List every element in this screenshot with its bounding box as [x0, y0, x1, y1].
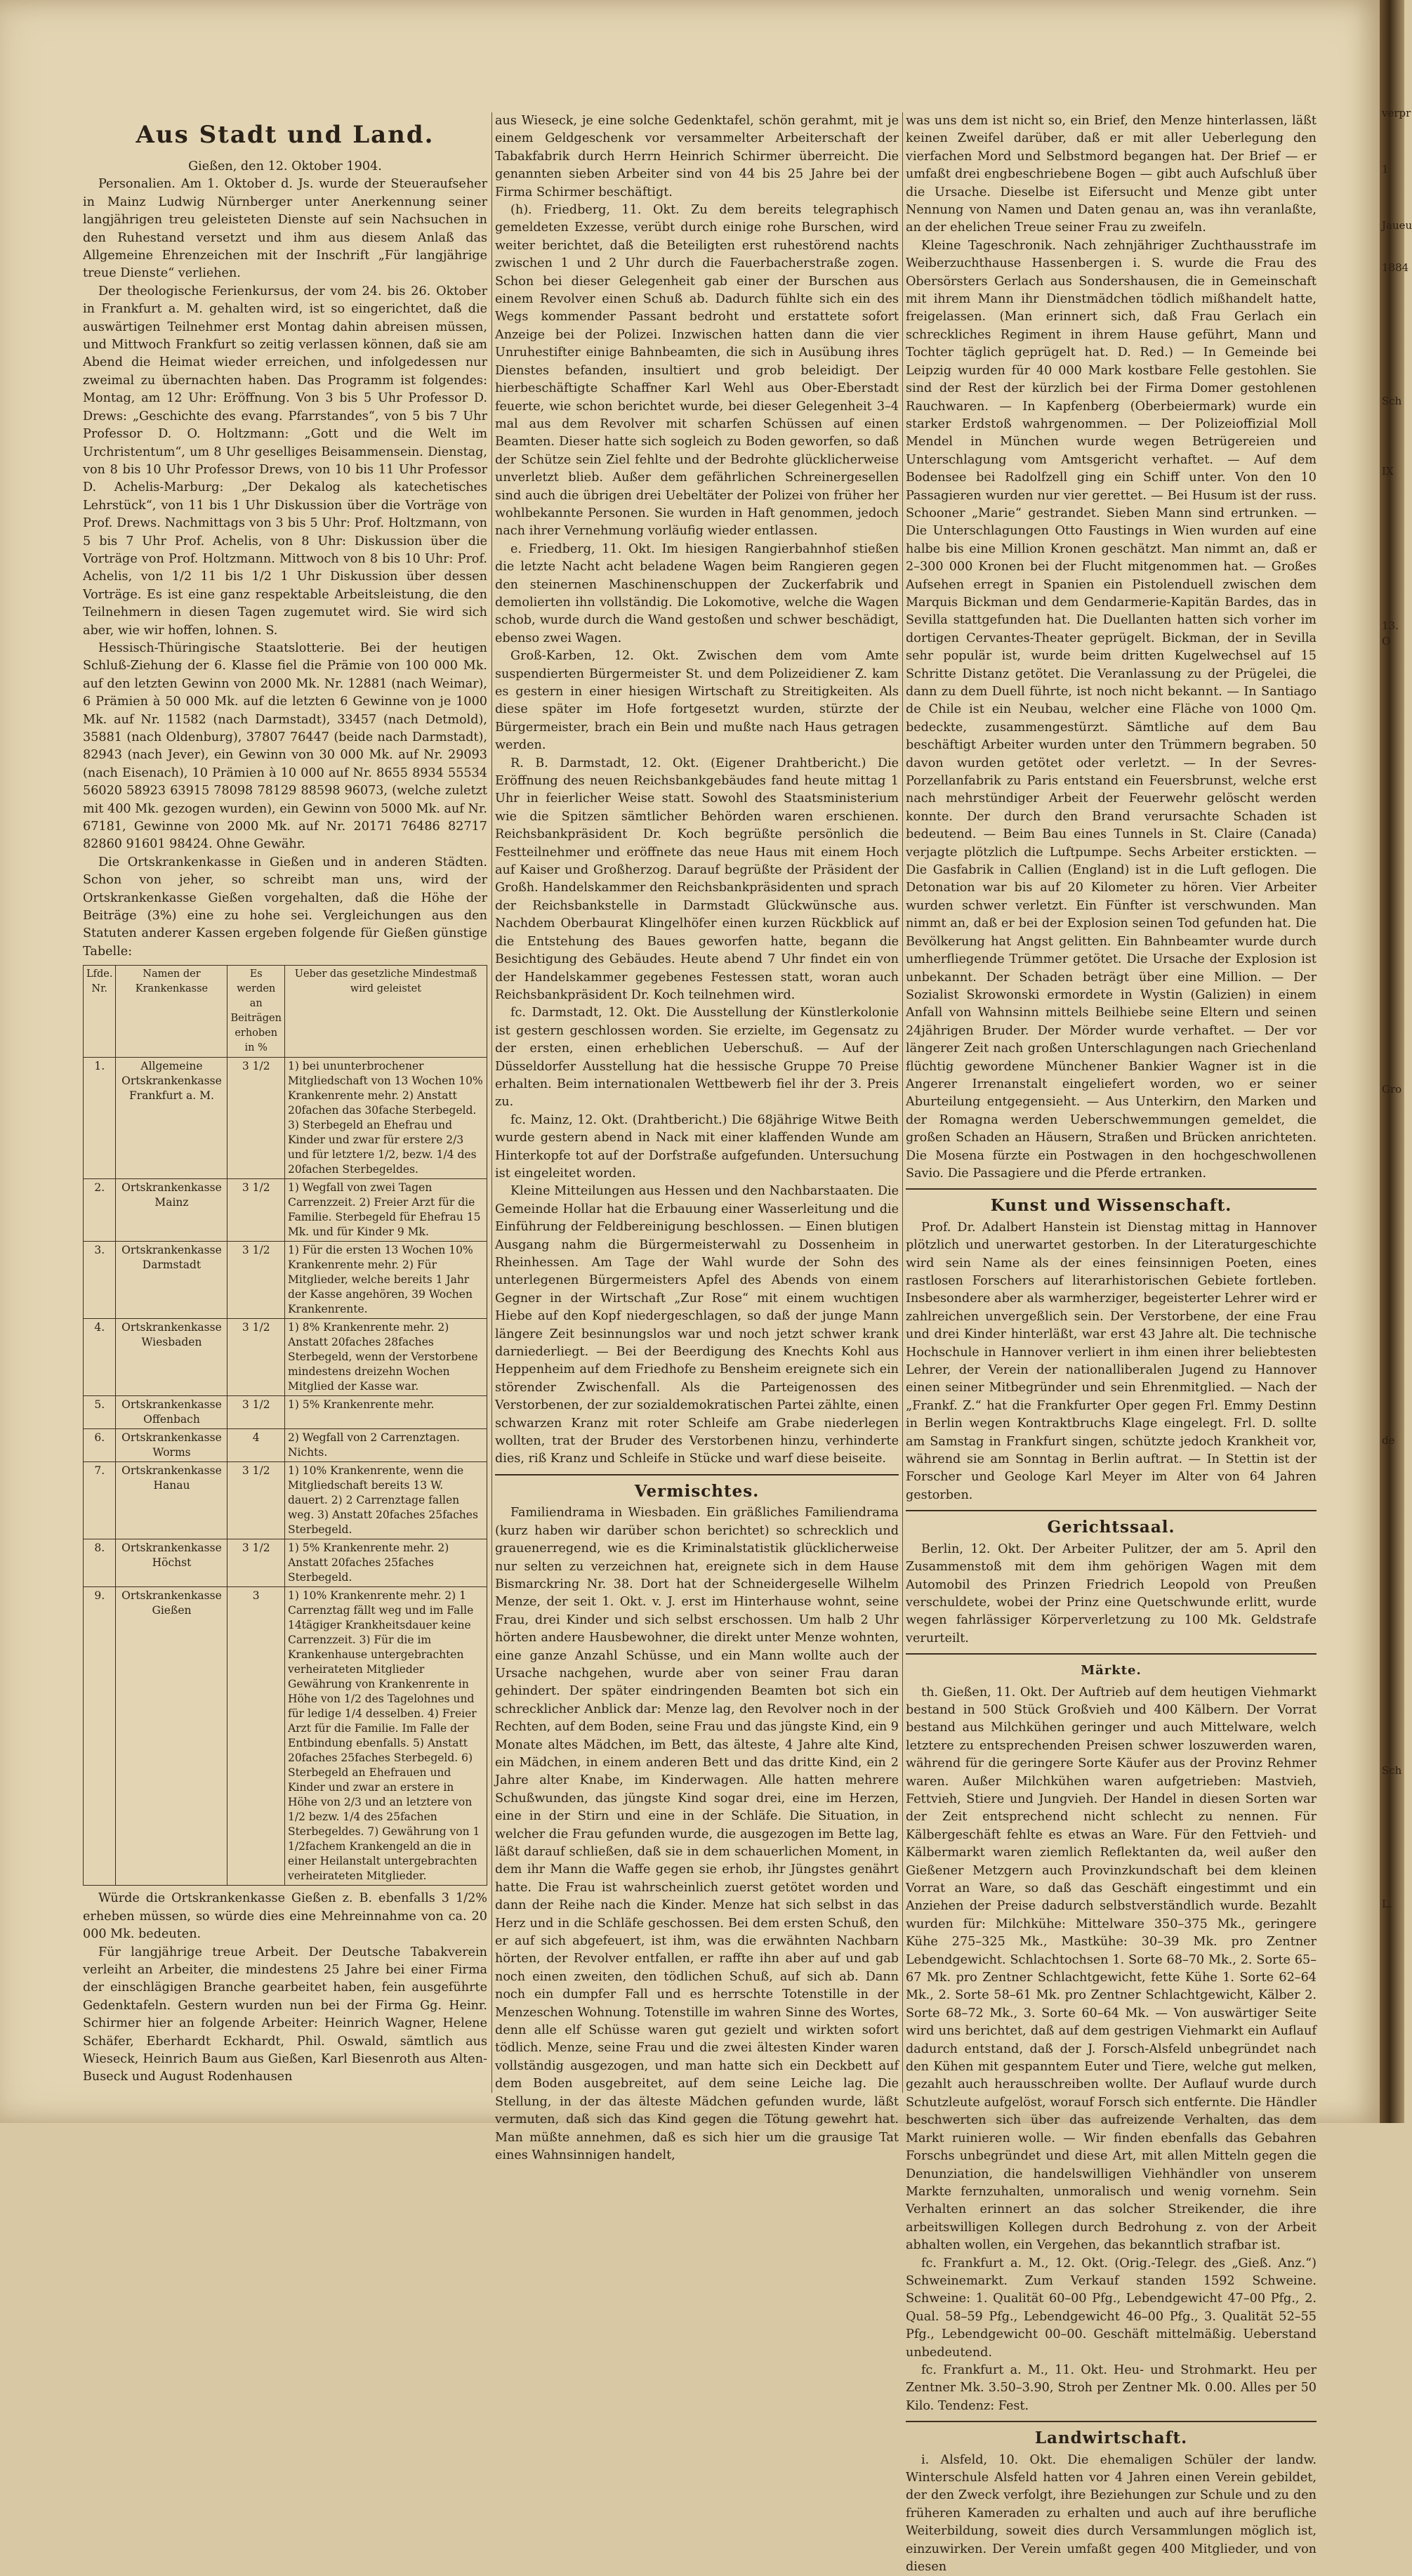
article: fc. Darmstadt, 12. Okt. Die Ausstellung der Künstlerkolonie ist gestern geschlossen worden. Sie erzielte, im Gegensatz zu der ersten, einen erheblichen Ueberschuß. — Auf der Düsseldorfer Ausstellung hat die hessische Gruppe 70 Preise erhalten. Beim internationalen Wettbewerb fiel ihr der 3. Preis zu.	[495, 1006, 899, 1110]
article: th. Gießen, 11. Okt. Der Auftrieb auf dem heutigen Viehmarkt bestand in 500 Stück Großvieh und 400 Kälbern. Der Vorrat bestand aus Milchkühen geringer und auch Mittelware, welch letztere zu entsprechenden Preisen schwer loszuwerden waren, während für die geringere Sorte Käufer aus der Provinz Rehmer waren. Außer Milchkühen waren aufgetrieben: Mastvieh, Fettvieh, Stiere und Jungvieh. Der Handel in diesen Sorten war der Zeit entsprechend nicht schlecht zu nennen. Für Kälbergeschäft fehlte es etwas an Ware. Für den Fettvieh- und Kälbermarkt waren ziemlich Reflektanten da, weil außer den Gießener Metzgern auch Provinzkundschaft bei dem kleinen Vorrat an Ware, so daß das Geschäft eingestimmt und ein Anziehen der Preise dadurch selbstverständlich wurde. Bezahlt wurden für: Milchkühe: Mittelware 350–375 Mk., geringere Kühe 275–325 Mk., Mastkühe: 30–39 Mk. pro Zentner Lebendgewicht. Schlachtochsen 1. Sorte 68–70 Mk., 2. Sorte 65–67 Mk. pro Zentner Schlachtgewicht, fette Kühe 1. Sorte 62–64 Mk., 2. Sorte 58–61 Mk. pro Zentner Schlachtgewicht, Kälber 2. Sorte 68–72 Mk., 3. Sorte 60–64 Mk. — Von auswärtiger Seite wird uns berichtet, daß auf dem gestrigen Viehmarkt ein Auflauf dadurch entstand, daß der J. Forsch-Alsfeld unbegründet nach den Kühen mit gespanntem Euter und Tiere, welche gut melken, gezahlt auch herausschreiben wollte. Der Auflauf wurde durch Schutzleute aufgelöst, worauf Forsch sich entfernte. Die Händler beschwerten sich über das aufreizende Verhalten, das dem Markt ruinieren wolle. — Wir finden ebenfalls das Gebahren Forschs unbegründet und diese Art, mit allen Mitteln gegen die Denunziation, die handelswilligen Viehhändler von unserem Markte fernzuhalten, unmoralisch und wenig vornehm. Sein Verhalten erinnert an das solcher Streikender, die ihre arbeitswilligen Kollegen durch Bedrohung z. von der Arbeit abhalten wollen, ein Vergehen, das bekanntlich strafbar ist.	[906, 1685, 1317, 2253]
article: Personalien. Am 1. Oktober d. Js. wurde der Steueraufseher in Mainz Ludwig Nürnberger unter Anerkennung seiner langjährigen treu geleisteten Dienste auf sein Nachsuchen in den Ruhestand versetzt und ihm aus diesem Anlaß das Allgemeine Ehrenzeichen mit der Inschrift „Für langjährige treue Dienste“ verliehen.	[83, 177, 487, 281]
article: R. B. Darmstadt, 12. Okt. (Eigener Drahtbericht.) Die Eröffnung des neuen Reichsbankgebäudes fand heute mittag 1 Uhr in feierlicher Weise statt. Sowohl des Staatsministerium wie die Spitzen sämtlicher Behörden waren erschienen. Reichsbankpräsident Dr. Koch begrüßte persönlich die Festteilnehmer und eröffnete das neue Haus mit einem Hoch auf Kaiser und Großherzog. Darauf begrüßte der Präsident der Großh. Handelskammer den Reichsbankpräsidenten und sprach der Reichsbankstelle in Darmstadt Glückwünsche aus. Nachdem Oberbaurat Klingelhöfer einen kurzen Rückblick auf die Entstehung des Baues geworfen hatte, begann die Besichtigung des Gebäudes. Heute abend 7 Uhr findet ein von der Handelskammer gegebenes Festessen statt, woran auch Reichsbankpräsident Dr. Koch teilnehmen wird.	[495, 756, 899, 1002]
table-row	[84, 1429, 487, 1462]
row-number: 7.	[84, 1462, 116, 1539]
edge-snippet: L.	[1382, 1898, 1392, 1910]
benefits: 1) 5% Krankenrente mehr. 2) Anstatt 20faches 25faches Sterbegeld.	[284, 1539, 487, 1587]
edge-snippet: 1884	[1382, 261, 1409, 274]
row-number: 2.	[84, 1179, 116, 1242]
benefits: 1) 10% Krankenrente mehr. 2) 1 Carrenztag fällt weg und im Falle 14tägiger Krankheitsdauer keine Carrenzzeit. 3) Für die im Krankenhause untergebrachten verheirateten Mitglieder Gewährung von Krankenrente in Höhe von 1/2 des Tagelohnes und für ledige 1/4 desselben. 4) Freier Arzt für die Familie. Im Falle der Entbindung ebenfalls. 5) Anstatt 20faches 25faches Sterbegeld. 6) Sterbegeld an Ehefrauen und Kinder und zwar an erstere in Höhe von 2/3 und an letztere von 1/2 bezw. 1/4 des 25fachen Sterbegeldes. 7) Gewährung von 1 1/2fachem Krankengeld an die in einer Heilanstalt untergebrachten verheirateten Mitglieder.	[284, 1587, 487, 1886]
contribution-rate: 3 1/2	[227, 1242, 284, 1319]
row-number: 9.	[84, 1587, 116, 1886]
table-row	[84, 1539, 487, 1587]
contribution-rate: 4	[227, 1429, 284, 1462]
edge-snippet: Gro	[1382, 1083, 1402, 1096]
section-rule	[906, 2421, 1317, 2422]
kasse-name: Ortskrankenkasse Mainz	[116, 1179, 227, 1242]
row-number: 1.	[84, 1058, 116, 1179]
edge-snippet: IX	[1382, 465, 1394, 478]
benefits: 1) 8% Krankenrente mehr. 2) Anstatt 20faches 28faches Sterbegeld, wenn der Verstorbene mindestens dreizehn Wochen Mitglied der Kasse war.	[284, 1319, 487, 1396]
benefits: 1) 10% Krankenrente, wenn die Mitgliedschaft bereits 13 W. dauert. 2) 2 Carrenztage fallen weg. 3) Anstatt 20faches 25faches Sterbegeld.	[284, 1462, 487, 1539]
column-1	[83, 158, 487, 2096]
section-title-kunst: Kunst und Wissenschaft.	[990, 1196, 1232, 1216]
next-page-edge	[1380, 0, 1412, 2123]
article: i. Alsfeld, 10. Okt. Die ehemaligen Schüler der landw. Winterschule Alsfeld hatten vor 4 Jahren einen Verein gebildet, der den Zweck verfolgt, ihre Beziehungen zur Schule und zu den früheren Kameraden zu erhalten und auch auf ihre berufliche Weiterbildung, soweit dies durch Versammlungen möglich ist, einzuwirken. Der Verein umfaßt gegen 400 Mitglieder, und von diesen	[906, 2452, 1317, 2575]
contribution-rate: 3 1/2	[227, 1539, 284, 1587]
section-rule	[906, 1510, 1317, 1511]
table-header-row	[84, 966, 487, 1058]
section-title-vermischtes: Vermischtes.	[634, 1481, 760, 1501]
benefits: 1) Für die ersten 13 Wochen 10% Krankenrente mehr. 2) Für Mitglieder, welche bereits 1 Jahr der Kasse angehören, 39 Wochen Krankenrente.	[284, 1242, 487, 1319]
kasse-name: Ortskrankenkasse Gießen	[116, 1587, 227, 1886]
edge-snippet: Jaueu	[1382, 219, 1412, 232]
section-title-landwirtschaft: Landwirtschaft.	[1034, 2429, 1188, 2448]
article: Kleine Mitteilungen aus Hessen und den Nachbarstaaten. Die Gemeinde Hollar hat die Erbauung einer Wasserleitung und die Einführung der Feldbereinigung beschlossen. — Einen blutigen Ausgang nahm die Bürgermeisterwahl zu Dossenheim in Rheinhessen. Am Tage der Wahl wurde der Sohn des unterlegenen Bürgermeisters Apfel des Abends von einem Gegner in der Wirtschaft „Zur Rose“ mit einem wuchtigen Hiebe auf den Kopf niedergeschlagen, so daß der junge Mann längere Zeit besinnungslos war und noch jetzt schwer krank darniederliegt. — Bei der Beerdigung des Knechts Kohl aus Heppenheim auf dem Friedhofe zu Bensheim ereignete sich ein störender Zwischenfall. Als die Parteigenossen des Verstorbenen, der zur sozialdemokratischen Partei zählte, einen schwarzen Kranz mit roter Schleife am Grabe niederlegen wollten, trat der Bruder des Verstorbenen hinzu, verhinderte dies, riß Kranz und Schleife in Stücke und warf diese beiseite.	[495, 1184, 899, 1466]
article: fc. Mainz, 12. Okt. (Drahtbericht.) Die 68jährige Witwe Beith wurde gestern abend in Nack mit einer klaffenden Wunde am Hinterkopfe tot auf der Dorfstraße aufgefunden. Untersuchung ist eingeleitet worden.	[495, 1112, 899, 1181]
edge-snippet: verpr	[1382, 107, 1411, 119]
article: Berlin, 12. Okt. Der Arbeiter Pulitzer, der am 5. April den Zusammenstoß mit dem ihm gehörigen Wagen mit dem Automobil des Prinzen Friedrich Leopold von Preußen verschuldete, wobei der Prinz eine Quetschwunde erlitt, wurde wegen fahrlässiger Körperverletzung zu 100 Mk. Geldstrafe verurteilt.	[906, 1542, 1317, 1645]
section-rule	[906, 1653, 1317, 1655]
edge-snippet: de	[1382, 1434, 1395, 1447]
article: fc. Frankfurt a. M., 12. Okt. (Orig.-Telegr. des „Gieß. Anz.“) Schweinemarkt. Zum Verkauf standen 1592 Schweine. Schweine: 1. Qualität 60–00 Pfg., Lebendgewicht 47–00 Pfg., 2. Qual. 58–59 Pfg., Lebendgewicht 46–00 Pfg., 3. Qualität 52–55 Pfg., Lebendgewicht 00–00. Geschäft mittelmäßig. Ueberstand unbedeutend.	[906, 2256, 1317, 2360]
section-masthead: Aus Stadt und Land.	[136, 121, 435, 149]
benefits: 1) 5% Krankenrente mehr.	[284, 1396, 487, 1429]
table-row	[84, 1396, 487, 1429]
row-number: 5.	[84, 1396, 116, 1429]
article: fc. Frankfurt a. M., 11. Okt. Heu- und Strohmarkt. Heu per Zentner Mk. 3.50–3.90, Stroh per Zentner Mk. 0.00. Alles per 50 Kilo. Tendenz: Fest.	[906, 2363, 1317, 2413]
kasse-name: Ortskrankenkasse Wiesbaden	[116, 1319, 227, 1396]
article: was uns dem ist nicht so, ein Brief, den Menze hinterlassen, läßt keinen Zweifel darüber, daß er mit aller Ueberlegung den vierfachen Mord und Selbstmord begangen hat. Der Brief — er umfaßt drei engbeschriebene Bogen — gibt auch Aufschluß über die Ursache. Dieselbe ist Eifersucht und Menze gibt unter Nennung von Namen und Daten genau an, was ihn veranlaßte, an der ehelichen Treue seiner Frau zu zweifeln.	[906, 114, 1317, 235]
article: Hessisch-Thüringische Staatslotterie. Bei der heutigen Schluß-Ziehung der 6. Klasse fiel die Prämie von 100 000 Mk. auf den letzten Gewinn von 2000 Mk. Nr. 12881 (nach Weimar), 6 Prämien à 50 000 Mk. auf die letzten 6 Gewinne von je 1000 Mk. auf Nr. 11582 (nach Darmstadt), 33457 (nach Detmold), 35881 (nach Oldenburg), 37807 76447 (beide nach Darmstadt), 82943 (nach Jever), ein Gewinn von 30 000 Mk. auf Nr. 29093 (nach Eisenach), 10 Prämien à 10 000 auf Nr. 8655 8934 55534 56020 58923 63915 78098 78129 88598 96073, (welche zuletzt mit 400 Mk. gezogen wurden), ein Gewinn von 5000 Mk. auf Nr. 67181, Gewinne von 2000 Mk. auf Nr. 20171 76486 82717 82860 91601 98424. Ohne Gewähr.	[83, 640, 487, 852]
edge-snippet: Sch	[1382, 395, 1402, 407]
article: (h). Friedberg, 11. Okt. Zu dem bereits telegraphisch gemeldeten Exzesse, verübt durch einige rohe Burschen, wird weiter berichtet, daß die Beteiligten erst ruhestörend nachts zwischen 1 und 2 Uhr durch die Fauerbacherstraße zogen. Schon bei dieser Gelegenheit gab einer der Burschen aus einem Revolver einen Schuß ab. Dadurch fühlte sich ein des Wegs kommender Passant bedroht und erstattete sofort Anzeige bei der Polizei. Inzwischen hatten dann die vier Unruhestifter einige Bahnbeamten, die sich in Ausübung ihres Dienstes befanden, insultiert und grob beleidigt. Der hierbeschäftigte Schaffner Karl Wehl aus Ober-Eberstadt feuerte, wie schon berichtet wurde, bei dieser Gelegenheit 3–4 mal aus dem Revolver mit scharfen Schüssen auf einen Beamten. Dieser hatte sich sogleich zu Boden geworfen, so daß der Schütze sein Ziel fehlte und der Bedrohte glücklicherweise unverletzt blieb. Außer dem gefährlichen Schreinergesellen sind auch die übrigen drei Uebeltäter der Polizei von früher her wohlbekannte Personen. Sie wurden in Haft genommen, jedoch nach ihrer Vernehmung vorläufig wieder entlassen.	[495, 203, 899, 539]
row-number: 8.	[84, 1539, 116, 1587]
section-rule	[906, 1188, 1317, 1190]
column-header: Lfde. Nr.	[84, 966, 116, 1058]
kasse-name: Allgemeine Ortskrankenkasse Frankfurt a. M.	[116, 1058, 227, 1179]
edge-snippet: Sch	[1382, 1764, 1402, 1777]
dateline: Gießen, den 12. Oktober 1904.	[188, 159, 382, 173]
column-2	[495, 112, 899, 2162]
column-header: Ueber das gesetzliche Mindestmaß wird geleistet	[284, 966, 487, 1058]
table-row	[84, 1242, 487, 1319]
row-number: 4.	[84, 1319, 116, 1396]
kasse-name: Ortskrankenkasse Darmstadt	[116, 1242, 227, 1319]
article: Familiendrama in Wiesbaden. Ein gräßliches Familiendrama (kurz haben wir darüber schon berichtet) so schrecklich und grauenerregend, wie es die Kriminalstatistik glücklicherweise nur selten zu verzeichnen hat, ereignete sich in dem Hause Bismarckring Nr. 38. Dort hat der Schneidergeselle Wilhelm Menze, der seit 1. Okt. v. J. erst im Hinterhause wohnt, seine Frau, drei Kinder und sich selbst erschossen. Um halb 2 Uhr hörten andere Hausbewohner, die direkt unter Menze wohnten, eine ganze Anzahl Schüsse, und ein Mann wollte auch der Ursache nachgehen, wurde aber von seiner Frau daran gehindert. Der später eindringenden Beamten bot sich ein schrecklicher Anblick dar: Menze lag, den Revolver noch in der Rechten, auf dem Boden, seine Frau und das jüngste Kind, ein 9 Monate altes Mädchen, im Bett, das älteste, 4 Jahre alte Kind, ein Mädchen, in einem anderen Bett und das dritte Kind, ein 2 Jahre alter Knabe, im Kinderwagen. Alle hatten mehrere Schußwunden, das jüngste Kind sogar drei, eine im Herzen, eine in der Stirn und eine in der Schläfe. Die Situation, in welcher die Frau gefunden wurde, die ausgezogen im Bette lag, läßt darauf schließen, daß sie in dem schauerlichen Moment, in dem ihr Mann die Waffe gegen sie erhob, ihr Jüngstes genährt hatte. Die Frau ist wahrscheinlich zuerst getötet worden und dann der Reihe nach die Kinder. Menze hat sich selbst in das Herz und in die Schläfe geschossen. Bei dem ersten Schuß, den er auf sich abgefeuert, ist ihm, was die erwähnten Nachbarn hörten, der Revolver entfallen, er raffte ihn aber auf und gab noch einen zweiten, den tödlichen Schuß, auf sich ab. Dann noch ein dumpfer Fall und es herrschte Totenstille in der Menzeschen Wohnung. Totenstille im wahren Sinne des Wortes, denn alle elf Schüsse waren gut gezielt und wirkten sofort tödlich. Menze, seine Frau und die zwei ältesten Kinder waren vollständig ausgezogen, und man hatte sich ein Deckbett auf dem Boden ausgebreitet, auf dem seine Leiche lag. Die Stellung, in der das älteste Mädchen gefunden wurde, läßt vermuten, daß sich das Kind gegen die Tötung gewehrt hat. Man müßte annehmen, daß es sich hier um die grausige Tat eines Wahnsinnigen handelt,	[495, 1506, 899, 2162]
article: Kleine Tageschronik. Nach zehnjähriger Zuchthausstrafe im Weiberzuchthause Hassenbergen i. S. wurde die Frau des Obersörsters Gerlach aus Sondershausen, die in Gemeinschaft mit ihrem Mann ihr Dienstmädchen tödlich mißhandelt hatte, freigelassen. (Man erinnert sich, daß Frau Gerlach ein schreckliches Regiment in ihrem Hause geführt, Mann und Tochter täglich geprügelt hat. D. Red.) — In Gemeinde bei Leipzig wurden für 40 000 Mark kostbare Felle gestohlen. Sie sind der Rest der kürzlich bei der Firma Domer gestohlenen Rauchwaren. — In Kapfenberg (Oberbeiermark) wurde ein starker Erdstoß wahrgenommen. — Der Polizeioffizial Moll Mendel in München wurde wegen Betrügereien und Unterschlagung vom Amtsgericht verhaftet. — Auf dem Bodensee bei Radolfzell ging ein Schiff unter. Von den 10 Passagieren wurden nur vier gerettet. — Bei Husum ist der russ. Schooner „Marie“ gestrandet. Sieben Mann sind ertrunken. — Die Unterschlagungen Otto Faustings in Wien wurden auf eine halbe bis eine Million Kronen geschätzt. Man nimmt an, daß er 2–300 000 Kronen bei der Flucht mitgenommen hat. — Großes Aufsehen erregt in Spanien ein Pistolenduell zwischen dem Marquis Bickman und dem Gendarmerie-Kapitän Bardes, das in Sevilla stattgefunden hat. Die Duellanten hatten sich vorher im dortigen Cervantes-Theater geprügelt. Bickman, der in Sevilla sehr populär ist, wurde beim dritten Kugelwechsel auf 15 Schritte Distanz getötet. Die Veranlassung zu der Prügelei, die dann zu dem Duell führte, ist noch nicht bekannt. — In Santiago de Chile ist ein Neubau, welcher eine Fläche von 1000 Qm. bedeckte, zusammengestürzt. Sämtliche auf dem Bau beschäftigt Arbeiter wurden unter den Trümmern begraben. 50 davon wurden getötet oder verletzt. — In der Sevres-Porzellanfabrik zu Paris entstand ein Feuersbrunst, welche erst nach mehrstündiger Arbeit der Feuerwehr gelöscht werden konnte. Der durch den Brand verursachte Schaden ist bedeutend. — Beim Bau eines Tunnels in St. Claire (Canada) verjagte plötzlich die Luftpumpe. Sechs Arbeiter erstickten. — Die Gasfabrik in Callien (England) ist in die Luft geflogen. Die Detonation war bis auf 20 Kilometer zu hören. Vier Arbeiter wurden schwer verletzt. Ein Fünfter ist verschwunden. Man nimmt an, daß er bei der Explosion seinen Tod gefunden hat. Die Bevölkerung hat Angst gelitten. Ein Bahnbeamter wurde durch umherfliegende Trümmer getötet. Die Ursache der Explosion ist unbekannt. Der Schaden beträgt über eine Million. — Der Sozialist Skrowonski ermordete in Wystin (Galizien) in einem Anfall von Wahnsinn mittels Beilhiebe seine Eltern und seinen 24jährigen Bruder. Der Mörder wurde verhaftet. — Der vor längerer Zeit nach großen Unterschlagungen nach Griechenland flüchtig gewordene Münchener Bankier Wagner ist in die Angerer Irrenanstalt eingeliefert worden, wo er seiner Aburteilung entgegensieht. — Aus Unterkirn, den Marken und der Romagna werden Ueberschwemmungen gemeldet, die großen Schaden an Häusern, Straßen und Brücken anrichteten. Die Mosena fürzte ein Postwagen in den hochgeschwollenen Savio. Die Passagiere und die Pferde ertranken.	[906, 238, 1317, 1181]
table-row	[84, 1587, 487, 1886]
table-row	[84, 1179, 487, 1242]
row-number: 6.	[84, 1429, 116, 1462]
benefits: 1) Wegfall von zwei Tagen Carrenzzeit. 2) Freier Arzt für die Familie. Sterbegeld für Ehefrau 15 Mk. und für Kinder 9 Mk.	[284, 1179, 487, 1242]
article: Für langjährige treue Arbeit. Der Deutsche Tabakverein verleiht an Arbeiter, die mindestens 25 Jahre bei einer Firma der einschlägigen Branche gearbeitet haben, fein ausgeführte Gedenktafeln. Gestern wurden nun bei der Firma Gg. Heinr. Schirmer hier an folgende Arbeiter: Heinrich Wagner, Helene Schäfer, Eberhardt Eckhardt, Phil. Oswald, sämtlich aus Wieseck, Heinrich Baum aus Gießen, Karl Biesenroth aus Alten-Buseck und August Rodenhausen	[83, 1945, 487, 2084]
row-number: 3.	[84, 1242, 116, 1319]
edge-snippet: 13. O	[1382, 619, 1399, 648]
article: e. Friedberg, 11. Okt. Im hiesigen Rangierbahnhof stießen die letzte Nacht acht beladene Wagen beim Rangieren gegen den steinernen Maschinenschuppen der Zuckerfabrik und demolierten ihn vollständig. Die Lokomotive, welche die Wagen schob, wurde durch die Wand gestoßen und schwer beschädigt, ebenso zwei Wagen.	[495, 541, 899, 645]
edge-snippet: 1	[1382, 163, 1389, 176]
benefits: 1) bei ununterbrochener Mitgliedschaft von 13 Wochen 10% Krankenrente mehr. 2) Anstatt 20fachen das 30fache Sterbegeld. 3) Sterbegeld an Ehefrau und Kinder und zwar für erstere 2/3 und für letztere 1/2, bezw. 1/4 des 20fachen Sterbegeldes.	[284, 1058, 487, 1179]
health-insurance-table	[83, 965, 487, 1886]
article: Die Ortskrankenkasse in Gießen und in anderen Städten. Schon von jeher, so schreibt man uns, wird der Ortskrankenkasse Gießen vorgehalten, daß die Höhe der Beiträge (3%) eine zu hohe sei. Vergleichungen aus den Statuten anderer Kassen ergeben folgende für Gießen günstige Tabelle:	[83, 855, 487, 959]
column-3	[906, 112, 1317, 2575]
kasse-name: Ortskrankenkasse Offenbach	[116, 1396, 227, 1429]
article: Der theologische Ferienkursus, der vom 24. bis 26. Oktober in Frankfurt a. M. gehalten wird, ist so eingerichtet, daß die auswärtigen Teilnehmer erst Montag dahin abreisen müssen, und Mittwoch Frankfurt so zeitig verlassen können, daß sie am Abend die Heimat wieder erreichen, und infolgedessen nur zweimal zu übernachten haben. Das Programm ist folgendes: Montag, am 12 Uhr: Eröffnung. Von 3 bis 5 Uhr Professor D. Drews: „Geschichte des evang. Pfarrstandes“, von 5 bis 7 Uhr Professor D. O. Holtzmann: „Gott und die Welt im Urchristentum“, um 8 Uhr geselliges Beisammensein. Dienstag, von 8 bis 10 Uhr Professor Drews, von 10 bis 11 Uhr Professor D. Achelis-Marburg: „Der Dekalog als katechetisches Lehrstück“, von 11 bis 1 Uhr Diskussion über die Vorträge von Prof. Drews. Nachmittags von 3 bis 5 Uhr: Prof. Holtzmann, von 5 bis 7 Uhr Prof. Achelis, von 8 Uhr: Diskussion über die Vorträge von Prof. Holtzmann. Mittwoch von 8 bis 10 Uhr: Prof. Achelis, von 1/2 11 bis 1/2 1 Uhr Diskussion über dessen Vorträge. Es ist eine ganz respektable Arbeitsleistung, die den Teilnehmern in diesen Tagen zugemutet wird. Sie wird sich aber, wie wir hoffen, lohnen. S.	[83, 284, 487, 638]
column-divider	[902, 112, 903, 2093]
section-title-gericht: Gerichtssaal.	[1047, 1518, 1175, 1537]
contribution-rate: 3	[227, 1587, 284, 1886]
contribution-rate: 3 1/2	[227, 1396, 284, 1429]
table-row	[84, 1058, 487, 1179]
table-row	[84, 1462, 487, 1539]
article: Würde die Ortskrankenkasse Gießen z. B. ebenfalls 3 1/2% erheben müssen, so würde dies eine Mehreinnahme von ca. 20 000 Mk. bedeuten.	[83, 1891, 487, 1942]
column-header: Namen der Krankenkasse	[116, 966, 227, 1058]
benefits: 2) Wegfall von 2 Carrenztagen. Nichts.	[284, 1429, 487, 1462]
table-row	[84, 1319, 487, 1396]
contribution-rate: 3 1/2	[227, 1462, 284, 1539]
contribution-rate: 3 1/2	[227, 1058, 284, 1179]
kasse-name: Ortskrankenkasse Worms	[116, 1429, 227, 1462]
article: Prof. Dr. Adalbert Hanstein ist Dienstag mittag in Hannover plötzlich und unerwartet gestorben. In der Literaturgeschichte wird sein Name als der eines feinsinnigen Poeten, eines rastlosen Forschers auf literarhistorischen Gebiete fortleben. Insbesondere aber als warmherziger, begeisterter Lehrer wird er zahlreichen unvergeßlich sein. Der Verstorbene, der eine Frau und drei Kinder hinterläßt, war erst 43 Jahre alt. Die technische Hochschule in Hannover verliert in ihm einen ihrer beliebtesten Lehrer, der Verein der nationalliberalen Jugend zu Hannover einen seiner Mitbegründer und sein Ehrenmitglied. — Nach der „Frankf. Z.“ hat die Frankfurter Oper gegen Frl. Emmy Destinn in Berlin wegen Kontraktbruchs Klage eingelegt. Frl. D. sollte am Samstag in Frankfurt singen, schützte jedoch Krankheit vor, während sie am Sonntag in Berlin auftrat. — In Stettin ist der Forscher und Geologe Karl Meyer im Alter von 64 Jahren gestorben.	[906, 1220, 1317, 1502]
section-rule	[495, 1474, 899, 1476]
kasse-name: Ortskrankenkasse Höchst	[116, 1539, 227, 1587]
contribution-rate: 3 1/2	[227, 1319, 284, 1396]
article: Groß-Karben, 12. Okt. Zwischen dem vom Amte suspendierten Bürgermeister St. und dem Polizeidiener Z. kam es gestern in einer hiesigen Wirtschaft zu Streitigkeiten. Als diese später im Hofe fortgesetzt wurden, stürzte der Bürgermeister, brach ein Bein und mußte nach Haus getragen werden.	[495, 649, 899, 753]
column-divider	[491, 112, 492, 2093]
kasse-name: Ortskrankenkasse Hanau	[116, 1462, 227, 1539]
column-header: Es werden an Beiträgen erhoben in %	[227, 966, 284, 1058]
section-title-maerkte: Märkte.	[1081, 1663, 1142, 1678]
contribution-rate: 3 1/2	[227, 1179, 284, 1242]
article: aus Wieseck, je eine solche Gedenktafel, schön gerahmt, mit je einem Geldgeschenk vor versammelter Arbeiterschaft der Tabakfabrik durch Herrn Heinrich Schirmer überreicht. Die genannten sieben Arbeiter sind von 44 bis 25 Jahre bei der Firma Schirmer beschäftigt.	[495, 114, 899, 199]
